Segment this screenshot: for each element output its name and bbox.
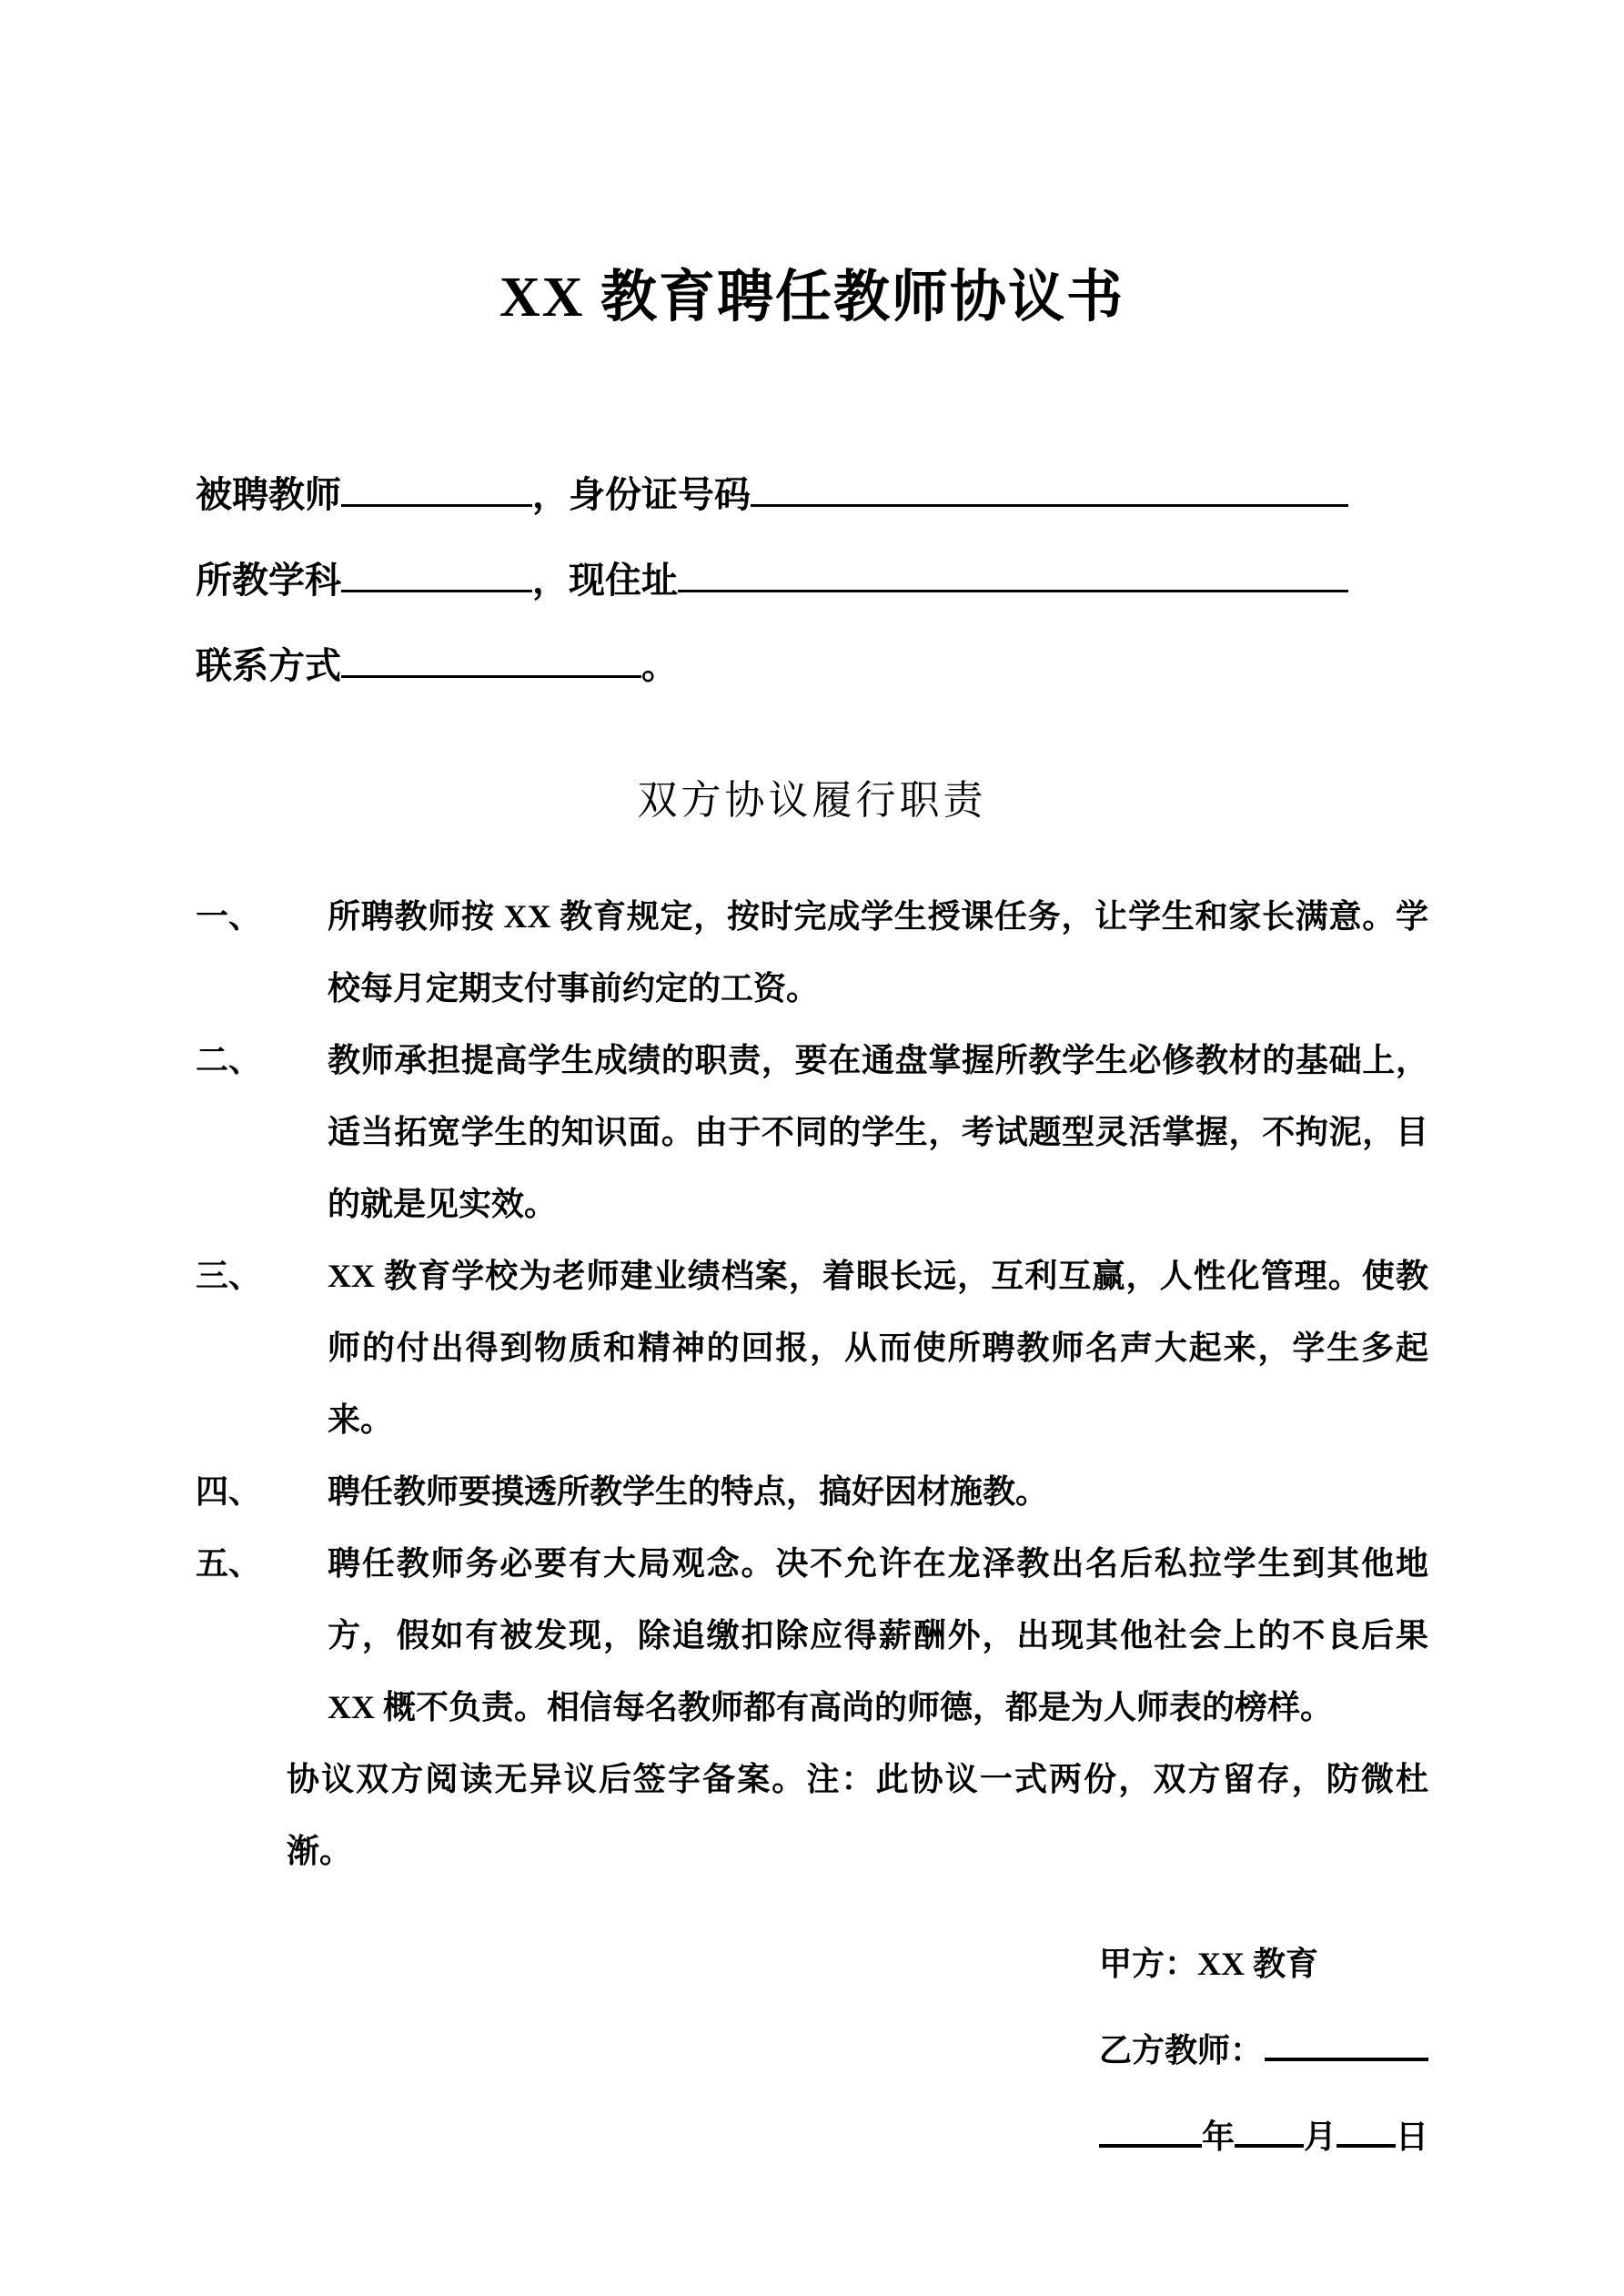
date-line <box>1099 2120 1428 2153</box>
section-heading: 双方协议履行职责 <box>637 778 987 823</box>
party-info-section <box>196 474 1428 686</box>
clauses-list <box>196 881 1428 1887</box>
day-label: 日 <box>1395 2119 1428 2155</box>
clause-number: 二、 <box>196 1042 262 1078</box>
clause-text: 聘任教师务必要有大局观念。决不允许在龙泽教出名后私拉学生到其他地方，假如有被发现，除追缴扣除应得薪酬外，出现其他社会上的不良后果 XX 概不负责。相信每名教师都有高尚的师德，都是为人师表的榜样。 <box>328 1545 1428 1725</box>
clause-text: 所聘教师按 XX 教育规定，按时完成学生授课任务，让学生和家长满意。学校每月定期支付事前约定的工资。 <box>328 898 1428 1006</box>
date-month-blank <box>1235 2139 1304 2148</box>
date-year-blank <box>1099 2139 1202 2148</box>
document-title: XX 教育聘任教师协议书 <box>499 267 1125 329</box>
hired-teacher-line <box>196 474 1428 515</box>
party-b-line <box>1099 2034 1428 2067</box>
month-label: 月 <box>1303 2119 1337 2155</box>
party-a-label: 甲方：XX 教育 <box>1099 1946 1318 1982</box>
id-number-label: ，身份证号码 <box>532 474 751 515</box>
contact-line <box>196 645 1428 686</box>
address-blank <box>678 585 1348 592</box>
clause-item-5 <box>196 1528 1428 1744</box>
contact-blank <box>341 671 641 678</box>
clause-number: 三、 <box>196 1258 262 1294</box>
hired-teacher-label: 被聘教师 <box>196 474 341 515</box>
hired-teacher-blank <box>341 500 532 507</box>
clause-number: 一、 <box>196 898 262 935</box>
clause-number: 五、 <box>196 1545 262 1582</box>
party-b-label: 乙方教师： <box>1099 2032 1264 2068</box>
subject-blank <box>341 585 532 592</box>
signature-inner <box>1099 1947 1428 2153</box>
party-a-line <box>1099 1947 1428 1980</box>
signature-block <box>196 1947 1428 2153</box>
contact-label: 联系方式 <box>196 645 341 686</box>
date-day-blank <box>1337 2139 1396 2148</box>
year-label: 年 <box>1201 2119 1235 2155</box>
party-b-signature-blank <box>1265 2053 1428 2061</box>
subject-line <box>196 562 1428 599</box>
clause-item-4 <box>196 1456 1428 1528</box>
clause-item-1 <box>196 881 1428 1025</box>
id-number-blank <box>751 500 1348 507</box>
clause-number: 四、 <box>196 1473 262 1510</box>
subject-label: 所教学科 <box>196 560 341 601</box>
clause-item-2 <box>196 1025 1428 1240</box>
closing-note: 协议双方阅读无异议后签字备案。注：此协议一式两份，双方留存，防微杜渐。 <box>287 1761 1428 1869</box>
clause-text: 聘任教师要摸透所教学生的特点，搞好因材施教。 <box>328 1473 1049 1510</box>
address-label: ，现住址 <box>532 560 678 601</box>
contact-period: 。 <box>641 645 678 686</box>
clause-item-3 <box>196 1240 1428 1456</box>
clause-text: 教师承担提高学生成绩的职责，要在通盘掌握所教学生必修教材的基础上，适当拓宽学生的知识面。由于不同的学生，考试题型灵活掌握，不拘泥，目的就是见实效。 <box>328 1042 1428 1222</box>
clause-text: XX 教育学校为老师建业绩档案，着眼长远，互利互赢，人性化管理。使教师的付出得到物质和精神的回报，从而使所聘教师名声大起来，学生多起来。 <box>328 1258 1428 1438</box>
